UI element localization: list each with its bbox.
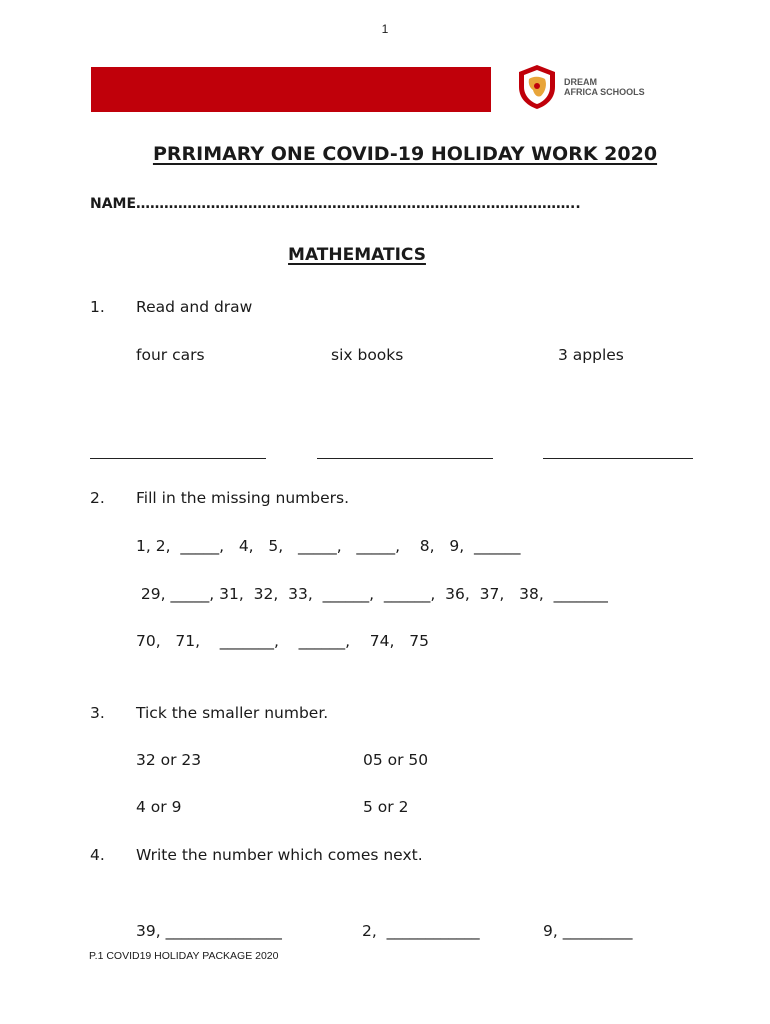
page-footer: P.1 COVID19 HOLIDAY PACKAGE 2020: [89, 950, 279, 962]
compare-pair[interactable]: 32 or 23: [136, 751, 202, 769]
header-red-banner: [91, 67, 491, 112]
question-2-number: 2.: [90, 489, 105, 507]
answer-line-cars[interactable]: [90, 458, 266, 459]
sequence-row-2[interactable]: 29, _____, 31, 32, 33, ______, ______, 36, 37, 38, _______: [136, 585, 608, 603]
answer-line-books[interactable]: [317, 458, 493, 459]
draw-item-3-apples: 3 apples: [558, 346, 624, 364]
shield-emblem-icon: [516, 63, 558, 111]
draw-item-six-books: six books: [331, 346, 404, 364]
drawing-answer-lines: [0, 458, 770, 460]
draw-item-four-cars: four cars: [136, 346, 205, 364]
question-4-prompt: Write the number which comes next.: [136, 846, 423, 864]
question-4-number: 4.: [90, 846, 105, 864]
sequence-row-3[interactable]: 70, 71, _______, ______, 74, 75: [136, 632, 429, 650]
question-3-number: 3.: [90, 704, 105, 722]
compare-pair[interactable]: 5 or 2: [363, 798, 409, 816]
question-2-prompt: Fill in the missing numbers.: [136, 489, 350, 507]
question-3-prompt: Tick the smaller number.: [136, 704, 329, 722]
logo-line-dream: DREAM: [564, 77, 597, 87]
page-number: 1: [381, 22, 389, 36]
school-logo: [516, 63, 645, 111]
subject-heading: MATHEMATICS: [288, 245, 426, 265]
sequence-row-1[interactable]: 1, 2, _____, 4, 5, _____, _____, 8, 9, ______: [136, 537, 521, 555]
next-number-item[interactable]: 9, _________: [543, 922, 633, 940]
document-title: PRRIMARY ONE COVID-19 HOLIDAY WORK 2020: [152, 143, 658, 165]
logo-line-africa-schools: AFRICA SCHOOLS: [564, 87, 645, 97]
question-1-prompt: Read and draw: [136, 298, 253, 316]
next-number-item[interactable]: 2, ____________: [362, 922, 480, 940]
answer-line-apples[interactable]: [543, 458, 693, 459]
question-1-number: 1.: [90, 298, 105, 316]
name-field[interactable]: NAME…………………………………………………………………………………..: [90, 196, 581, 212]
next-number-item[interactable]: 39, _______________: [136, 922, 282, 940]
compare-pair[interactable]: 05 or 50: [363, 751, 429, 769]
compare-pair[interactable]: 4 or 9: [136, 798, 182, 816]
